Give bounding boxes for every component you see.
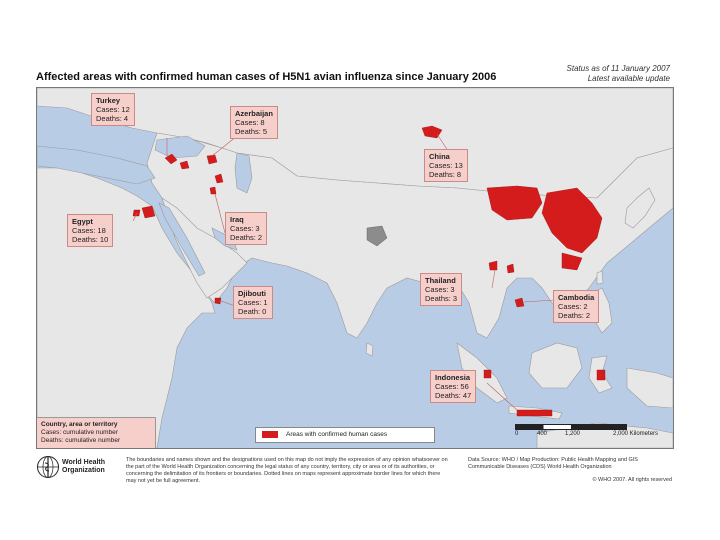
callout-thailand xyxy=(420,273,462,306)
affected-sulawesi xyxy=(597,370,605,380)
callout-azerbaijan-name: Azerbaijan xyxy=(235,109,273,118)
callout-china-cases: Cases: 13 xyxy=(429,161,463,170)
land-newguinea xyxy=(627,368,673,408)
callout-china-deaths: Deaths: 8 xyxy=(429,170,462,179)
copyright: © WHO 2007. All rights reserved xyxy=(592,477,672,483)
scale-bar xyxy=(515,424,665,442)
callout-cambodia-deaths: Deaths: 2 xyxy=(558,311,591,320)
affected-iraq-2 xyxy=(210,187,216,194)
footer xyxy=(36,453,672,493)
callout-iraq-deaths: Deaths: 2 xyxy=(230,233,263,242)
land-borneo xyxy=(529,343,582,388)
scale-tick-3: 2,000 Kilometers xyxy=(613,431,659,437)
land-srilanka xyxy=(366,343,373,356)
legend-swatch xyxy=(262,431,278,438)
legend xyxy=(255,427,435,443)
who-name xyxy=(62,459,116,475)
who-name-line2: Organization xyxy=(62,467,105,474)
map-title: Affected areas with confirmed human cases of H5N1 avian influenza since January 2006 xyxy=(36,71,497,83)
callout-thailand-deaths: Deaths: 3 xyxy=(425,294,458,303)
callout-djibouti-name: Djibouti xyxy=(238,289,266,298)
callout-china xyxy=(424,149,468,182)
land-taiwan xyxy=(597,271,603,284)
scale-bar-graphic xyxy=(515,424,627,430)
callout-cambodia-cases: Cases: 2 xyxy=(558,302,588,311)
scale-tick-0: 0 xyxy=(515,431,519,437)
status-date: Status as of 11 January 2007 xyxy=(566,64,670,73)
callout-turkey xyxy=(91,93,135,126)
affected-java xyxy=(517,410,552,416)
key-box xyxy=(37,417,156,448)
key-deaths: Deaths: cumulative number xyxy=(41,437,121,444)
who-logo-icon xyxy=(36,455,60,479)
data-source: Data Source: WHO / Map Production: Public Health Mapping and GIS Communicable Diseases (CDS) World Health Organization xyxy=(468,457,638,470)
key-country: Country, area or territory xyxy=(41,421,118,428)
callout-thailand-name: Thailand xyxy=(425,276,456,285)
affected-cambodia xyxy=(515,298,524,307)
callout-azerbaijan xyxy=(230,106,278,139)
disclaimer: The boundaries and names shown and the designations used on this map do not imply the expression of any opinion whatsoever on the part of the World Health Organization concerning the legal status of any country, territory, city or area or of its authorities, or concerning the delimitation of its frontiers or boundaries. Dotted lines on maps represent approximate border lines for which there may not yet be full agreement. xyxy=(126,457,448,484)
key-cases: Cases: cumulative number xyxy=(41,429,118,436)
callout-djibouti xyxy=(233,286,273,319)
callout-egypt-deaths: Deaths: 10 xyxy=(72,235,109,244)
map-graphic xyxy=(37,88,673,448)
affected-djibouti xyxy=(215,298,221,304)
legend-label: Areas with confirmed human cases xyxy=(286,431,388,438)
callout-azerbaijan-cases: Cases: 8 xyxy=(235,118,265,127)
scale-tick-2: 1,200 xyxy=(565,431,581,437)
callout-indonesia-deaths: Deaths: 47 xyxy=(435,391,472,400)
callout-indonesia xyxy=(430,370,476,403)
callout-iraq-cases: Cases: 3 xyxy=(230,224,260,233)
scale-tick-1: 400 xyxy=(537,431,548,437)
callout-egypt xyxy=(67,214,113,247)
affected-sumatra xyxy=(484,370,491,378)
callout-indonesia-name: Indonesia xyxy=(435,373,471,382)
callout-turkey-cases: Cases: 12 xyxy=(96,105,130,114)
callout-indonesia-cases: Cases: 56 xyxy=(435,382,469,391)
callout-djibouti-deaths: Death: 0 xyxy=(238,307,267,316)
affected-egypt-2 xyxy=(133,210,140,216)
callout-iraq xyxy=(225,212,267,245)
who-name-line1: World Health xyxy=(62,459,106,466)
status-update: Latest available update xyxy=(587,74,670,83)
callout-cambodia-name: Cambodia xyxy=(558,293,595,302)
callout-turkey-deaths: Deaths: 4 xyxy=(96,114,129,123)
callout-china-name: China xyxy=(429,152,450,161)
callout-egypt-name: Egypt xyxy=(72,217,93,226)
callout-cambodia xyxy=(553,290,599,323)
callout-iraq-name: Iraq xyxy=(230,215,244,224)
callout-djibouti-cases: Cases: 1 xyxy=(238,298,268,307)
map-area xyxy=(36,87,674,449)
callout-egypt-cases: Cases: 18 xyxy=(72,226,106,235)
callout-azerbaijan-deaths: Deaths: 5 xyxy=(235,127,268,136)
status-note xyxy=(567,64,670,84)
callout-turkey-name: Turkey xyxy=(96,96,121,105)
callout-thailand-cases: Cases: 3 xyxy=(425,285,455,294)
